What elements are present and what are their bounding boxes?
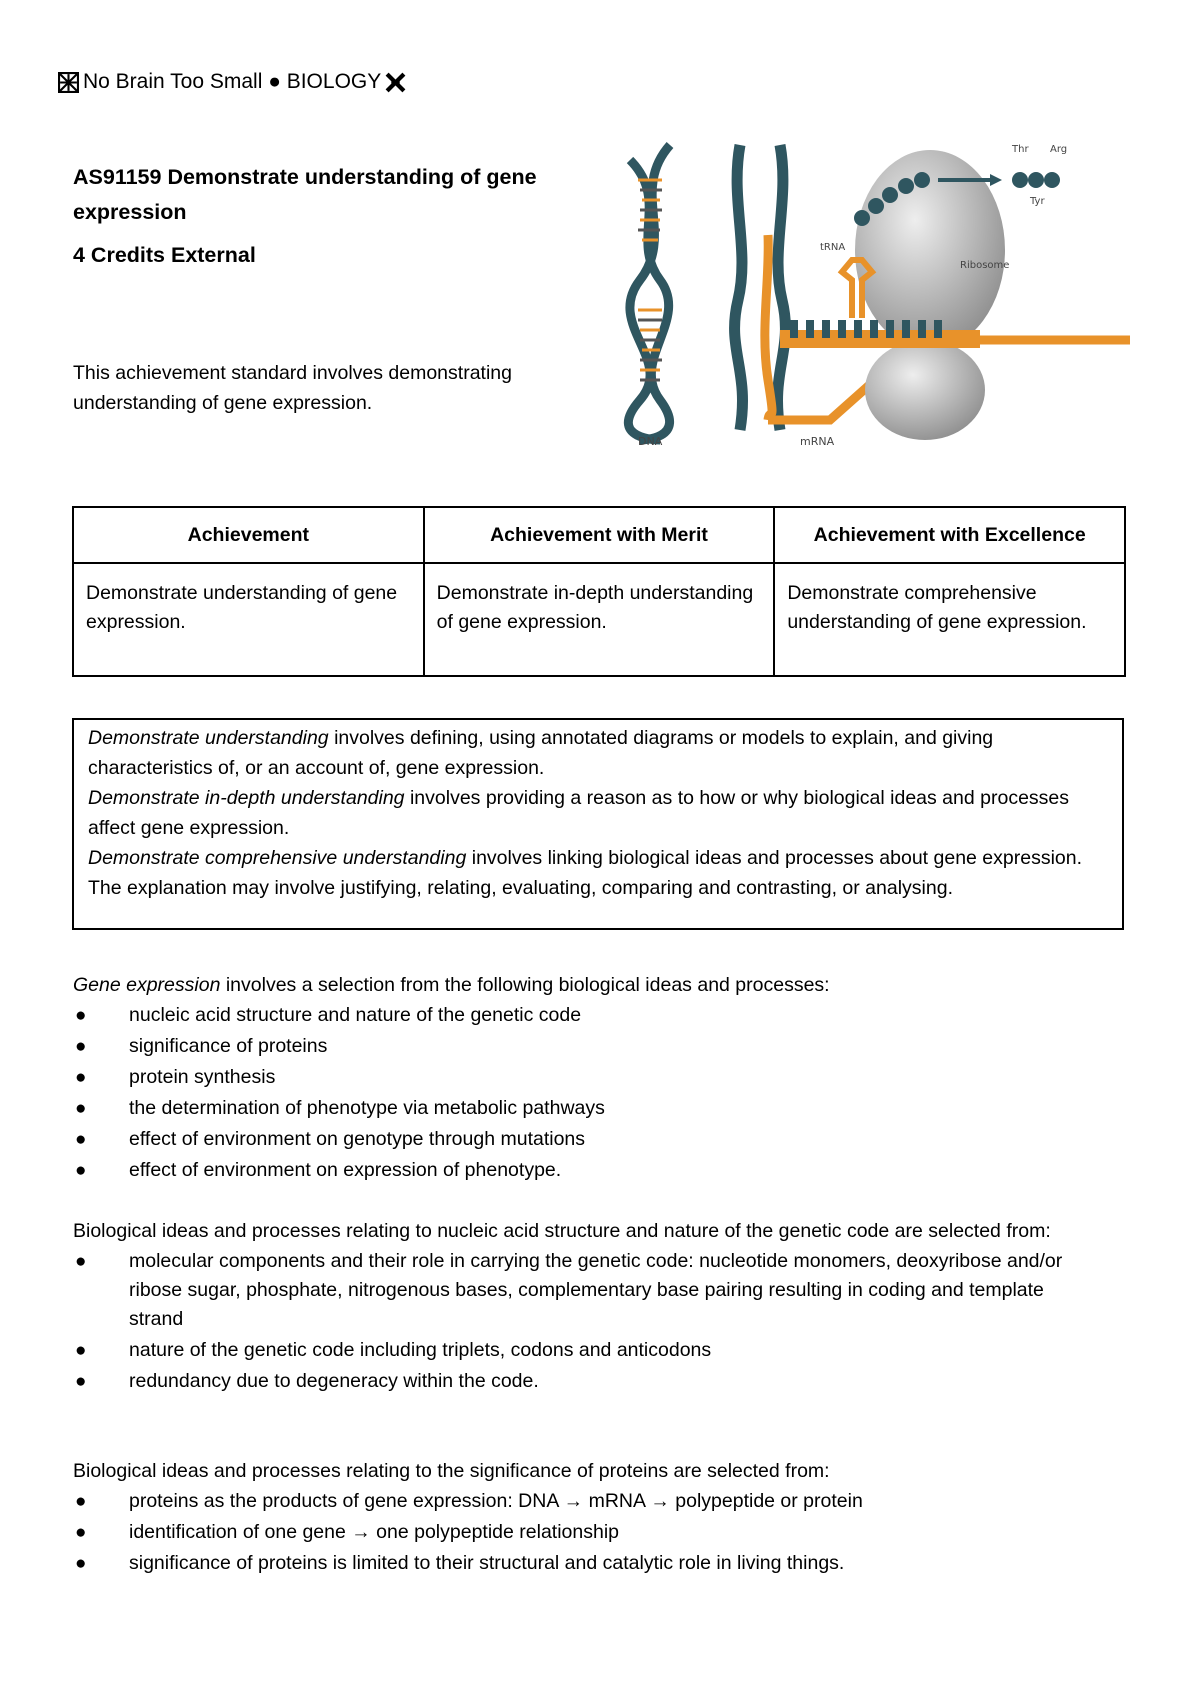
- definitions-box: [72, 718, 1124, 930]
- page-title: AS91159 Demonstrate understanding of gene expression: [73, 165, 537, 224]
- gene-expression-term: Gene expression: [73, 974, 221, 996]
- header-text: No Brain Too Small ● BIOLOGY: [83, 70, 382, 93]
- amino-acids-label: Amino Acids: [790, 170, 858, 183]
- list-item: ● identification of one gene → one polypeptide relationship: [75, 1521, 620, 1543]
- list-item: ● effect of environment on genotype through mutations: [75, 1128, 586, 1150]
- definition-text: involves linking biological ideas and processes about gene expression. The explanation may involve justifying, relating, evaluating, comparing and contrasting, or analysing.: [88, 847, 1083, 899]
- tyr-label: Tyr: [1030, 196, 1045, 207]
- logo-icon-right: [385, 72, 406, 93]
- definition-understanding: [88, 723, 1108, 783]
- page-header: [58, 70, 406, 94]
- mrna-label: mRNA: [800, 435, 835, 448]
- proteins-list: [73, 1487, 1153, 1578]
- arg-label: Arg: [1050, 144, 1068, 155]
- cell-merit: Demonstrate in-depth understanding of gene expression.: [424, 563, 775, 676]
- logo-icon: [58, 72, 79, 93]
- ribosome: [780, 150, 1060, 440]
- list-item: ● significance of proteins is limited to their structural and catalytic role in living things.: [75, 1552, 845, 1574]
- definition-text: involves defining, using annotated diagrams or models to explain, and giving characteristics of, or an account of, gene expression.: [88, 727, 994, 779]
- ribosome-label: Ribosome: [960, 260, 1010, 271]
- gene-expression-list: [73, 1001, 1153, 1185]
- definition-term: Demonstrate understanding: [88, 727, 329, 749]
- dna-label: DNA: [638, 435, 663, 448]
- list-item: ● nature of the genetic code including triplets, codons and anticodons: [75, 1339, 712, 1361]
- table-header-row: [73, 507, 1125, 563]
- gene-expression-section: [73, 970, 1153, 1187]
- header-excellence: Achievement with Excellence: [774, 507, 1125, 563]
- header-achievement: Achievement: [73, 507, 424, 563]
- list-item: ● nucleic acid structure and nature of the genetic code: [75, 1004, 582, 1026]
- list-item: ● redundancy due to degeneracy within the code.: [75, 1370, 539, 1392]
- trna-label: tRNA: [820, 242, 846, 253]
- lead-text: involves a selection from the following biological ideas and processes:: [220, 974, 830, 996]
- nucleic-acid-section: [73, 1216, 1133, 1398]
- header-merit: Achievement with Merit: [424, 507, 775, 563]
- definition-text: involves providing a reason as to how or why biological ideas and processes affect gene expression.: [88, 787, 1070, 839]
- credits-label: 4 Credits External: [73, 243, 256, 267]
- list-item: ● molecular components and their role in carrying the genetic code: nucleotide monomers, deoxyribose and/or ribose sugar, phosphate, nitrogenous bases, complementary base pairing resulting in coding and template strand: [75, 1250, 1063, 1330]
- list-item: ● significance of proteins: [75, 1035, 328, 1057]
- list-item: ● proteins as the products of gene expression: DNA → mRNA → polypeptide or protein: [75, 1490, 863, 1512]
- cell-excellence: Demonstrate comprehensive understanding of gene expression.: [774, 563, 1125, 676]
- definition-term: Demonstrate in-depth understanding: [88, 787, 405, 809]
- cell-achievement: Demonstrate understanding of gene expression.: [73, 563, 424, 676]
- proteins-section: [73, 1456, 1153, 1580]
- list-item: ● effect of environment on expression of phenotype.: [75, 1159, 562, 1181]
- gene-expression-diagram: [620, 140, 1130, 455]
- dna-helix: [628, 145, 670, 440]
- table-row: [73, 563, 1125, 676]
- list-item: ● the determination of phenotype via metabolic pathways: [75, 1097, 605, 1119]
- list-item: ● protein synthesis: [75, 1066, 276, 1088]
- intro-text: This achievement standard involves demonstrating understanding of gene expression.: [73, 362, 512, 414]
- achievement-levels-table: [72, 506, 1126, 677]
- definition-in-depth: [88, 783, 1108, 843]
- definition-comprehensive: [88, 843, 1108, 903]
- section-lead: Biological ideas and processes relating to the significance of proteins are selected from:: [73, 1460, 830, 1482]
- section-lead: [73, 970, 1153, 1001]
- section-lead: Biological ideas and processes relating to nucleic acid structure and nature of the genetic code are selected from:: [73, 1220, 1051, 1242]
- thr-label: Thr: [1012, 144, 1029, 155]
- definition-term: Demonstrate comprehensive understanding: [88, 847, 467, 869]
- nucleic-acid-list: [73, 1247, 1133, 1396]
